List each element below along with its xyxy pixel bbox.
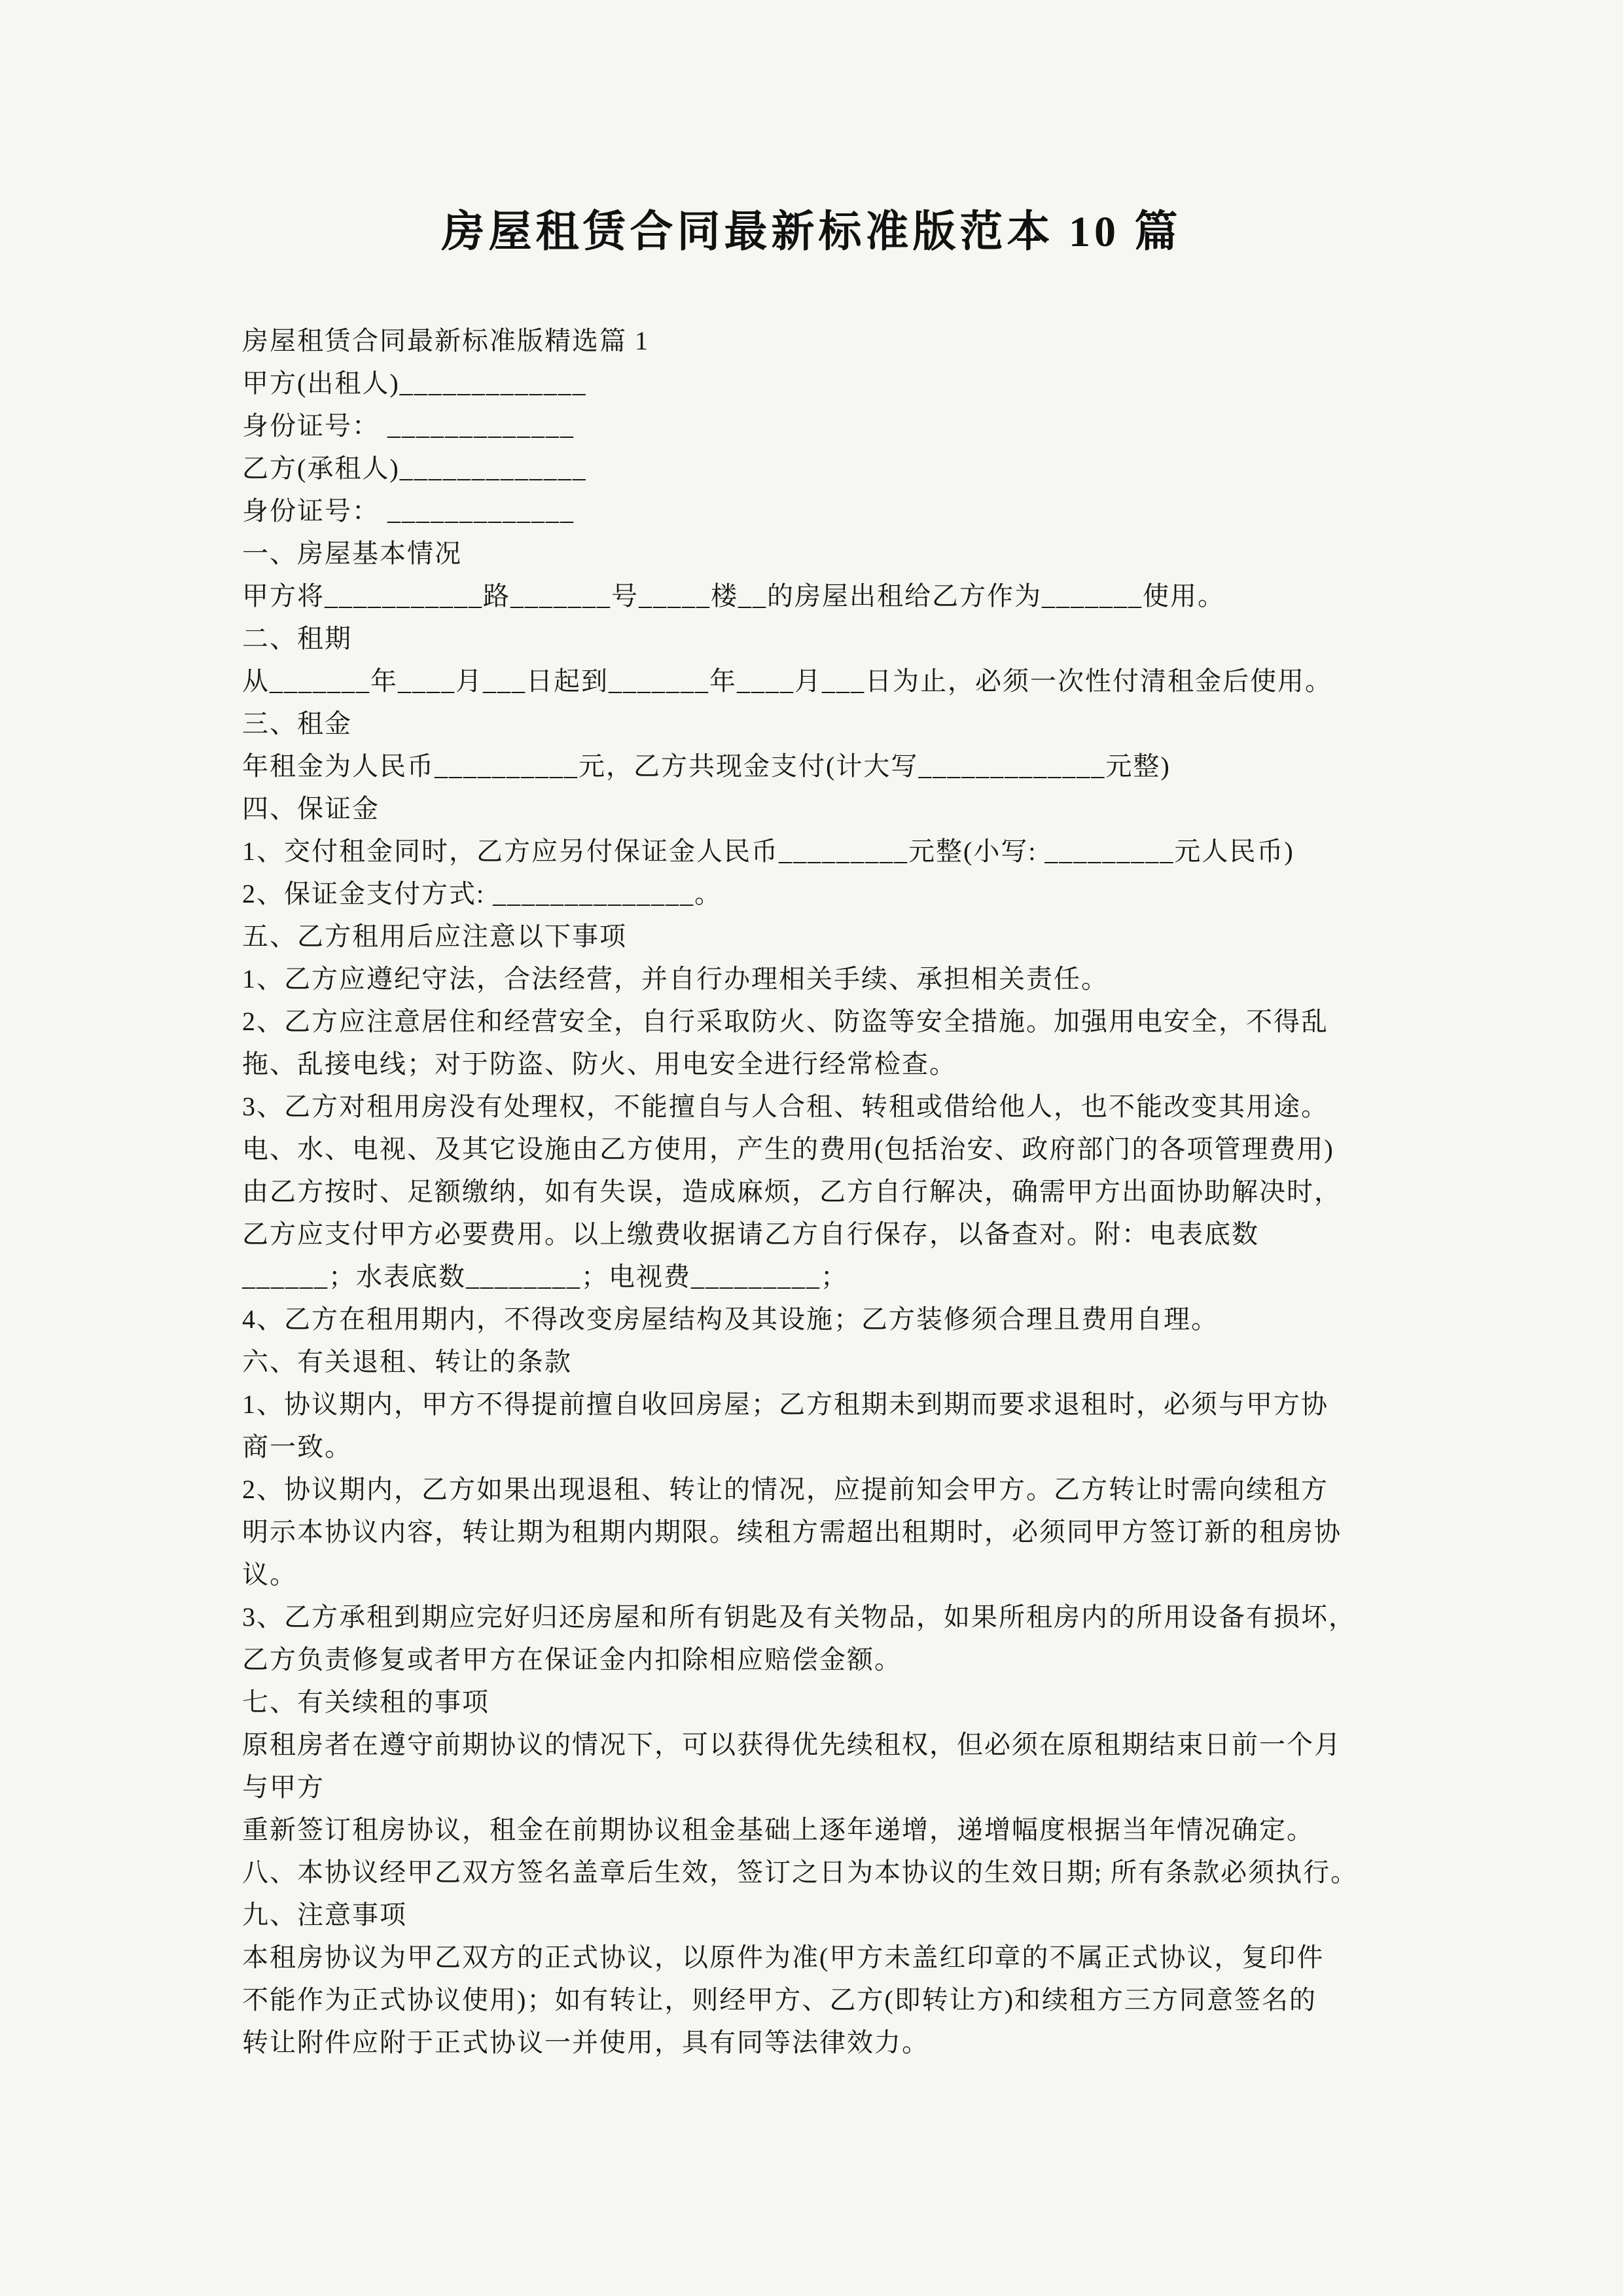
text-line-clause-7-1c: 重新签订租房协议，租金在前期协议租金基础上逐年递增，递增幅度根据当年情况确定。: [242, 1815, 1314, 1844]
text-line-clause-5-2a: 2、乙方应注意居住和经营安全，自行采取防火、防盗等安全措施。加强用电安全，不得乱: [242, 1007, 1329, 1036]
section-heading-3-rent: 三、租金: [242, 709, 352, 738]
text-line-house-address: 甲方将___________路_______号_____楼__的房屋出租给乙方作为_______使用。: [242, 581, 1225, 611]
text-line-lease-dates: 从_______年____月___日起到_______年____月___日为止，必须一次性付清租金后使用。: [242, 666, 1332, 696]
text-line-deposit-payment-method: 2、保证金支付方式: ______________。: [242, 879, 722, 908]
text-line-clause-6-2a: 2、协议期内，乙方如果出现退租、转让的情况，应提前知会甲方。乙方转让时需向续租方: [242, 1475, 1329, 1504]
text-line-clause-5-3b: 电、水、电视、及其它设施由乙方使用，产生的费用(包括治安、政府部门的各项管理费用): [242, 1134, 1334, 1164]
text-line-clause-6-2c: 议。: [242, 1560, 297, 1589]
text-line-deposit-amount: 1、交付租金同时，乙方应另付保证金人民币_________元整(小写: _________元人民币): [242, 836, 1294, 866]
text-line-clause-5-3a: 3、乙方对租用房没有处理权，不能擅自与人合租、转租或借给他人，也不能改变其用途。: [242, 1092, 1329, 1121]
section-heading-4-deposit: 四、保证金: [242, 794, 380, 823]
text-line-clause-6-3a: 3、乙方承租到期应完好归还房屋和所有钥匙及有关物品，如果所租房内的所用设备有损坏，: [242, 1602, 1356, 1632]
text-line-clause-7-1b: 与甲方: [242, 1772, 325, 1802]
text-line-clause-5-4: 4、乙方在租用期内，不得改变房屋结构及其设施；乙方装修须合理且费用自理。: [242, 1304, 1219, 1334]
text-line-clause-5-1: 1、乙方应遵纪守法，合法经营，并自行办理相关手续、承担相关责任。: [242, 964, 1109, 994]
section-heading-6-termination-transfer: 六、有关退租、转让的条款: [242, 1347, 572, 1376]
text-line-clause-5-2b: 拖、乱接电线；对于防盗、防火、用电安全进行经常检查。: [242, 1049, 957, 1079]
document-title: 房屋租赁合同最新标准版范本 10 篇: [441, 208, 1182, 256]
document-body: [242, 319, 1394, 2064]
text-line-clause-6-1b: 商一致。: [242, 1432, 352, 1462]
text-line-clause-8-effective: 八、本协议经甲乙双方签名盖章后生效，签订之日为本协议的生效日期; 所有条款必须执行。: [242, 1857, 1359, 1887]
section-heading-7-renewal: 七、有关续租的事项: [242, 1687, 490, 1717]
section-heading-5-tenant-notes: 五、乙方租用后应注意以下事项: [242, 922, 627, 951]
text-line-clause-6-2b: 明示本协议内容，转让期为租期内期限。续租方需超出租期时，必须同甲方签订新的租房协: [242, 1517, 1342, 1547]
text-line-clause-7-1a: 原租房者在遵守前期协议的情况下，可以获得优先续租权，但必须在原租期结束日前一个月: [242, 1730, 1342, 1759]
section-heading-selection-1: 房屋租赁合同最新标准版精选篇 1: [242, 326, 649, 355]
text-line-clause-5-3d: 乙方应支付甲方必要费用。以上缴费收据请乙方自行保存，以备查对。附：电表底数: [242, 1219, 1259, 1249]
field-party-a-id-number: 身份证号： _____________: [242, 411, 575, 440]
text-line-clause-6-1a: 1、协议期内，甲方不得提前擅自收回房屋；乙方租期未到期而要求退租时，必须与甲方协: [242, 1390, 1329, 1419]
field-party-b-id-number: 身份证号： _____________: [242, 496, 575, 526]
text-line-clause-6-3b: 乙方负责修复或者甲方在保证金内扣除相应赔偿金额。: [242, 1645, 902, 1674]
text-line-clause-5-3c: 由乙方按时、足额缴纳，如有失误，造成麻烦，乙方自行解决，确需甲方出面协助解决时，: [242, 1177, 1342, 1206]
field-party-b-lessee: 乙方(承租人)_____________: [242, 454, 587, 483]
field-party-a-lessor: 甲方(出租人)_____________: [242, 368, 587, 398]
text-line-clause-9-1a: 本租房协议为甲乙双方的正式协议，以原件为准(甲方未盖红印章的不属正式协议，复印件: [242, 1943, 1325, 1972]
text-line-clause-9-1c: 转让附件应附于正式协议一并使用，具有同等法律效力。: [242, 2028, 929, 2057]
text-line-meter-readings: ______；水表底数________；电视费_________；: [242, 1262, 848, 1291]
text-line-clause-9-1b: 不能作为正式协议使用)；如有转让，则经甲方、乙方(即转让方)和续租方三方同意签名的: [242, 1985, 1317, 2015]
section-heading-9-notes: 九、注意事项: [242, 1900, 407, 1929]
section-heading-2-lease-term: 二、租期: [242, 624, 352, 653]
text-line-annual-rent: 年租金为人民币__________元，乙方共现金支付(计大写_____________元整): [242, 751, 1171, 781]
section-heading-1-basic-info: 一、房屋基本情况: [242, 539, 462, 568]
